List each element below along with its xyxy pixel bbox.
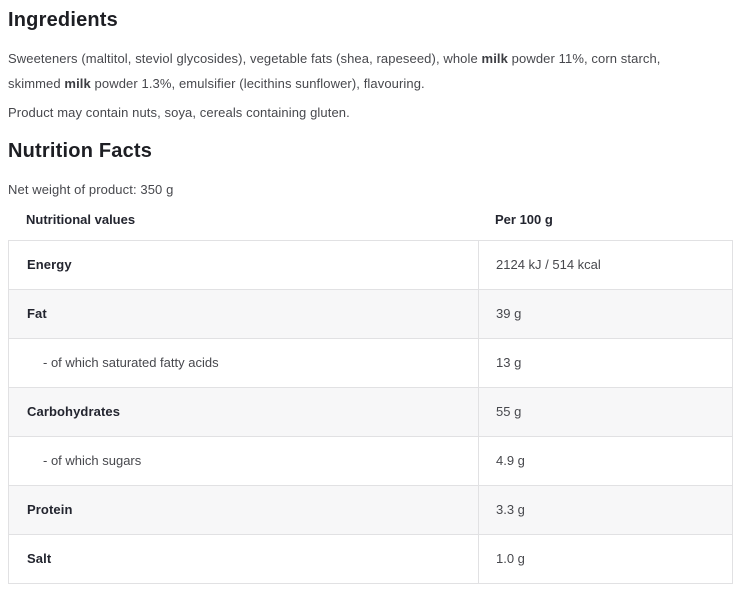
- table-row-energy: [9, 241, 732, 289]
- column-header-nutritional-values: Nutritional values: [26, 212, 136, 227]
- table-row-salt: [9, 534, 732, 583]
- nutrient-value: 1.0 g: [478, 535, 732, 583]
- nutrient-label: Salt: [27, 551, 52, 566]
- nutrient-label: Fat: [27, 306, 47, 321]
- nutrient-value: 13 g: [478, 339, 732, 387]
- nutrition-table: [8, 204, 733, 584]
- nutrient-value: 3.3 g: [478, 486, 732, 534]
- nutrient-label: Protein: [27, 502, 73, 517]
- table-row-saturated-fatty-acids: [9, 338, 732, 387]
- table-row-carbohydrates: [9, 387, 732, 436]
- nutrient-value: 55 g: [478, 388, 732, 436]
- net-weight-text: Net weight of product: 350 g: [8, 182, 174, 197]
- table-row-protein: [9, 485, 732, 534]
- nutrient-sublabel: - of which saturated fatty acids: [43, 355, 219, 370]
- allergen-note: Product may contain nuts, soya, cereals containing gluten.: [8, 105, 350, 120]
- nutrition-table-header-row: [8, 204, 733, 240]
- ingredients-heading: Ingredients: [8, 9, 118, 31]
- nutrient-label: Energy: [27, 257, 72, 272]
- nutrient-value: 4.9 g: [478, 437, 732, 485]
- nutrient-value: 2124 kJ / 514 kcal: [478, 241, 732, 289]
- ingredients-text-bold-milk: milk: [481, 51, 508, 66]
- ingredients-text: [8, 46, 708, 96]
- ingredients-text-bold-milk: milk: [64, 76, 91, 91]
- nutrient-label: Carbohydrates: [27, 404, 121, 419]
- ingredients-text-part: powder 1.3%, emulsifier (lecithins sunflower), flavouring.: [90, 76, 425, 91]
- nutrition-table-body: [8, 240, 733, 584]
- ingredients-text-part: powder 11%, corn starch, skimmed: [8, 51, 661, 91]
- column-header-per-100g: Per 100 g: [495, 212, 553, 227]
- table-row-fat: [9, 289, 732, 338]
- nutrient-value: 39 g: [478, 290, 732, 338]
- table-row-sugars: [9, 436, 732, 485]
- nutrient-sublabel: - of which sugars: [43, 453, 142, 468]
- nutrition-facts-heading: Nutrition Facts: [8, 140, 153, 162]
- ingredients-text-part: Sweeteners (maltitol, steviol glycosides), vegetable fats (shea, rapeseed), whole: [8, 51, 482, 66]
